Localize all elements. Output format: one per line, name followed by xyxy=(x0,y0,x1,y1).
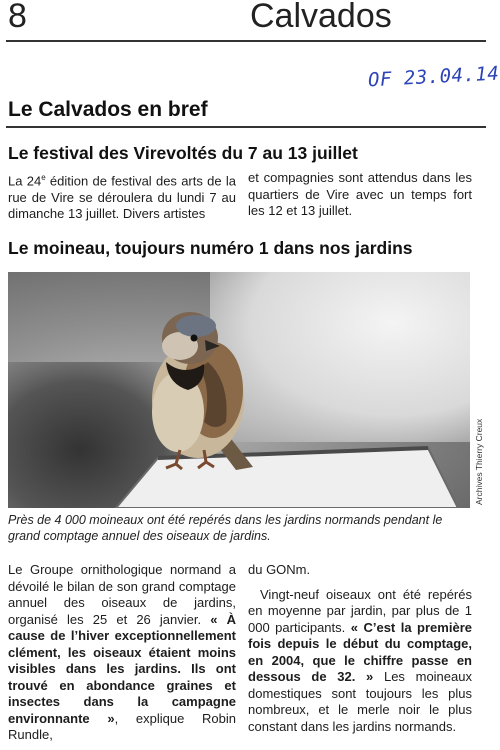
handwritten-date-stamp: OF 23.04.14 xyxy=(367,62,500,92)
text-run: Le Groupe ornithologique normand a dévoilé le bilan de son grand comptage annuel des oiseaux de jardins, organisé les 25 et 26 janvier. xyxy=(8,562,236,627)
quote-bold: « C’est la première fois depuis le début du comptage, en 2004, que le chiffre passe en dessous de 32. » xyxy=(248,619,472,684)
text-run: La 24 xyxy=(8,173,42,189)
paragraph xyxy=(248,587,472,736)
article-festival-title: Le festival des Virevoltés du 7 au 13 juillet xyxy=(8,143,358,163)
text-run: Vingt-neuf oiseaux ont été repérés en moyenne par jardin, par plus de 1 000 participants. xyxy=(248,586,472,635)
header-divider xyxy=(6,40,486,42)
superscript: e xyxy=(41,173,46,182)
text-run: du GONm. xyxy=(248,562,311,577)
photo-credit: Archives Thierry Creux xyxy=(474,418,484,505)
text-run: , explique Robin Rundle, xyxy=(8,710,237,742)
article-festival-col2: et compagnies sont attendus dans les quartiers de Vire avec un temps fort les 12 et 13 juillet. xyxy=(248,170,472,218)
page-number: 8 xyxy=(8,0,27,35)
rubric-title: Le Calvados en bref xyxy=(8,98,208,121)
photo-caption: Près de 4 000 moineaux ont été repérés dans les jardins normands pendant le grand comptage annuel des oiseaux de jardins. xyxy=(8,513,443,543)
sparrow-illustration xyxy=(8,272,470,508)
text-run: Les moineaux domestiques sont toujours les plus nombreux, et le merle noir le plus constant dans les jardins normands. xyxy=(248,669,472,734)
section-title: Calvados xyxy=(250,0,392,35)
rubric-divider xyxy=(6,126,486,128)
sparrow-photo xyxy=(8,272,470,508)
quote-bold: « À cause de l’hiver exceptionnellement clément, les oiseaux étaient moins visibles dans les jardins. Ils ont trouvé en abondance graines et insectes dans la campagne environnante » xyxy=(8,611,237,726)
article-festival-col1 xyxy=(8,170,236,223)
article-sparrow-col2 xyxy=(248,562,472,735)
article-sparrow-col1 xyxy=(8,562,236,744)
text-run: édition de festival des arts de la rue de Vire se déroulera du lundi 7 au dimanche 13 juillet. Divers artistes xyxy=(8,173,236,222)
article-sparrow-title: Le moineau, toujours numéro 1 dans nos jardins xyxy=(8,238,413,258)
